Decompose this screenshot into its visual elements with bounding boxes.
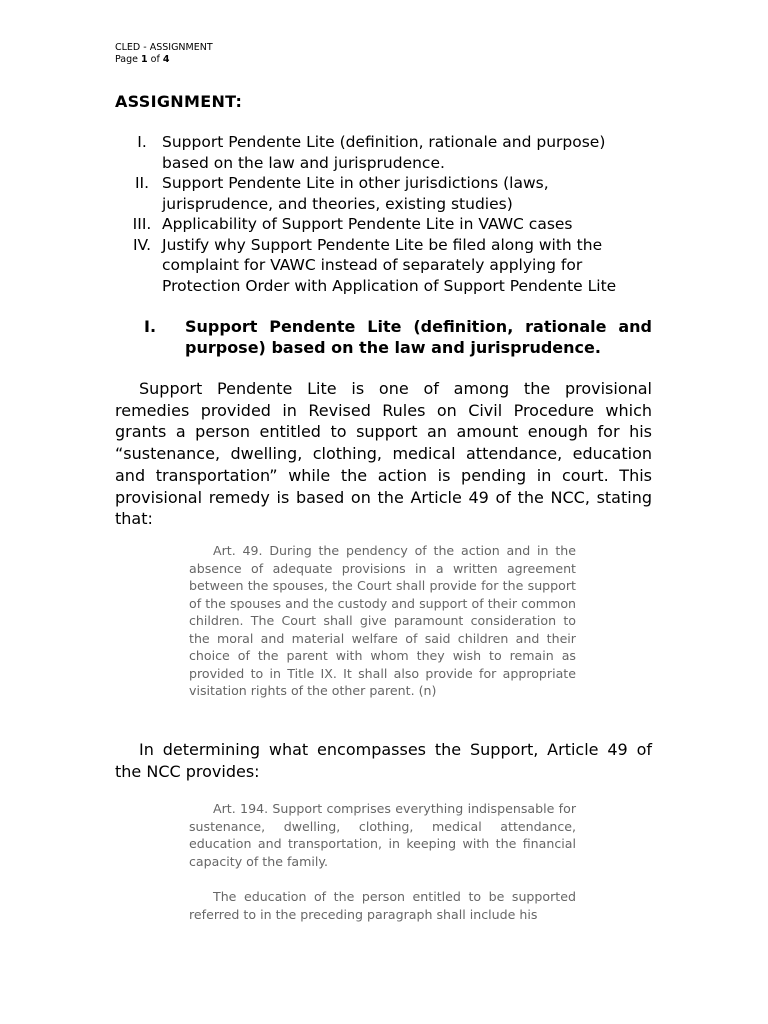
list-item-text: Applicability of Support Pendente Lite in VAWC cases bbox=[162, 215, 573, 233]
page-header bbox=[115, 42, 213, 66]
page-sep: of bbox=[147, 54, 163, 65]
page-total: 4 bbox=[162, 54, 170, 65]
assignment-title: ASSIGNMENT: bbox=[115, 92, 243, 111]
header-title: CLED - ASSIGNMENT bbox=[115, 42, 213, 53]
section-number: I. bbox=[143, 317, 157, 336]
list-item-number: I. bbox=[137, 133, 147, 151]
section-title: Support Pendente Lite (definition, rationale and purpose) based on the law and jurisprudence. bbox=[185, 317, 652, 357]
body-paragraph: In determining what encompasses the Support, Article 49 of the NCC provides: bbox=[115, 740, 652, 781]
list-item-number: III. bbox=[132, 215, 152, 233]
body-paragraph: Support Pendente Lite is one of among the provisional remedies provided in Revised Rules on Civil Procedure which grants a person entitled to support an amount enough for his “sustenance, dwelling, clothing, medical attendance, education and transportation” while the action is pending in court. This provisional remedy is based on the Article 49 of the NCC, stating that: bbox=[115, 379, 652, 529]
list-item bbox=[110, 235, 650, 297]
quoted-article-49: Art. 49. During the pendency of the action and in the absence of adequate provisions in a written agreement between the spouses, the Court shall provide for the support of the spouses and the custody and support of their common children. The Court shall give paramount consideration to the moral and material welfare of said children and their choice of the parent with whom they wish to remain as provided to in Title IX. It shall also provide for appropriate visitation rights of the other parent. (n) bbox=[189, 543, 576, 698]
list-item-text: Support Pendente Lite (definition, rationale and purpose) based on the law and jurisprudence. bbox=[162, 133, 606, 172]
quoted-article-194: Art. 194. Support comprises everything indispensable for sustenance, dwelling, clothing, medical attendance, education and transportation, in keeping with the financial capacity of the family. bbox=[189, 801, 576, 869]
assignment-list bbox=[110, 132, 650, 296]
list-item-number: IV. bbox=[132, 235, 152, 254]
list-item bbox=[110, 173, 650, 214]
list-item-text: Support Pendente Lite in other jurisdictions (laws, jurisprudence, and theories, existing studies) bbox=[162, 174, 549, 213]
section-heading bbox=[115, 316, 652, 358]
page-number bbox=[115, 54, 213, 66]
page-current: 1 bbox=[141, 54, 148, 65]
list-item-number: II. bbox=[134, 174, 150, 192]
page-prefix: Page bbox=[115, 54, 142, 65]
quoted-article-194-continued: The education of the person entitled to be supported referred to in the preceding paragraph shall include his bbox=[189, 889, 576, 922]
list-item bbox=[110, 132, 650, 173]
list-item-text: Justify why Support Pendente Lite be filed along with the complaint for VAWC instead of separately applying for Protection Order with Application of Support Pendente Lite bbox=[162, 235, 617, 295]
list-item bbox=[110, 214, 650, 235]
